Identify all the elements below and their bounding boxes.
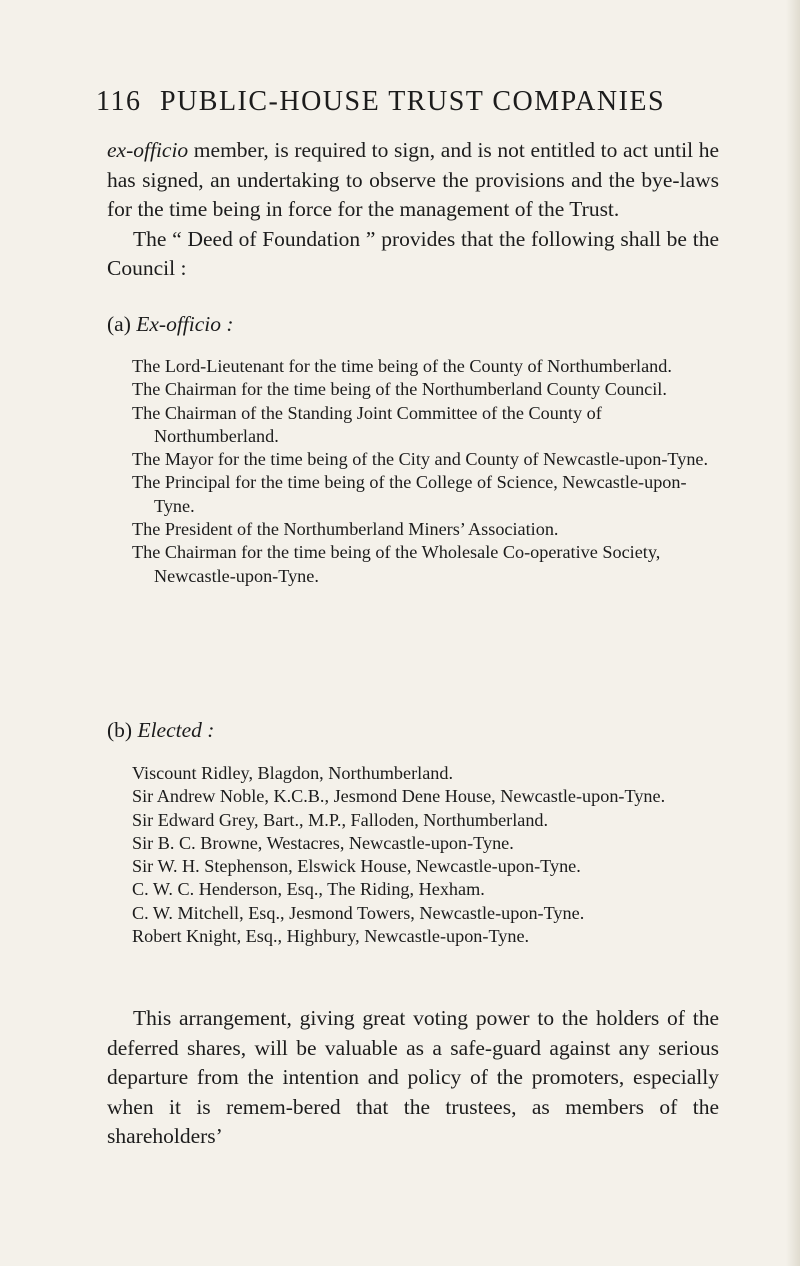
section-a-label: Ex-officio : [136, 312, 234, 336]
list-item: Sir Andrew Noble, K.C.B., Jesmond Dene House, Newcastle-upon-Tyne. [132, 786, 666, 807]
list-item: C. W. Mitchell, Esq., Jesmond Towers, Newcastle-upon-Tyne. [132, 902, 585, 923]
intro-text [107, 136, 719, 284]
running-header [96, 86, 716, 118]
list-item: The Chairman for the time being of the Wholesale Co-operative Society, Newcastle-upon-Tyne. [132, 542, 661, 586]
list-item: C. W. C. Henderson, Esq., The Riding, Hexham. [132, 879, 485, 900]
list-item: Viscount Ridley, Blagdon, Northumberland. [132, 763, 454, 783]
list-item: The Chairman for the time being of the Northumberland County Council. [132, 379, 667, 400]
list-item: The Lord-Lieutenant for the time being of the County of Northumberland. [132, 356, 672, 376]
ex-officio-list [132, 355, 718, 588]
page-number: 116 [96, 86, 142, 117]
ex-officio-lead: ex-officio [107, 138, 189, 162]
list-item: The Chairman of the Standing Joint Committee of the County of Northumberland. [132, 402, 602, 446]
running-title: PUBLIC-HOUSE TRUST COMPANIES [159, 86, 666, 117]
intro-paragraph-2: The “ Deed of Foundation ” provides that the following shall be the Council : [107, 226, 719, 280]
closing-paragraph: This arrangement, giving great voting power to the holders of the deferred shares, will be valuable as a safe-guard against any serious departure from the intention and policy of the promoters, especially when it is remem-bered that the trustees, as members of the shareholders’ [107, 1006, 719, 1148]
section-b-label: Elected : [137, 718, 215, 742]
closing-text [107, 1004, 719, 1152]
section-a-heading [107, 312, 234, 337]
list-item: The Mayor for the time being of the City and County of Newcastle-upon-Tyne. [132, 449, 709, 470]
page-edge-shadow [786, 0, 800, 1266]
intro-paragraph-1-text: member, is required to sign, and is not entitled to act until he has signed, an undertaking to observe the provisions and the bye-laws for the time being in force for the management of the Trust. [107, 138, 719, 221]
section-b-heading [107, 718, 214, 743]
list-item: Sir W. H. Stephenson, Elswick House, Newcastle-upon-Tyne. [132, 856, 581, 877]
intro-paragraph-1 [107, 136, 719, 225]
list-item: Sir B. C. Browne, Westacres, Newcastle-upon-Tyne. [132, 832, 514, 853]
list-item: The Principal for the time being of the College of Science, Newcastle-upon-Tyne. [132, 472, 687, 516]
section-a-marker: (a) [107, 312, 131, 336]
elected-list [132, 762, 718, 948]
list-item: Sir Edward Grey, Bart., M.P., Falloden, Northumberland. [132, 809, 549, 830]
list-item: The President of the Northumberland Miners’ Association. [132, 519, 559, 540]
section-b-marker: (b) [107, 718, 133, 742]
list-item: Robert Knight, Esq., Highbury, Newcastle-upon-Tyne. [132, 926, 530, 947]
